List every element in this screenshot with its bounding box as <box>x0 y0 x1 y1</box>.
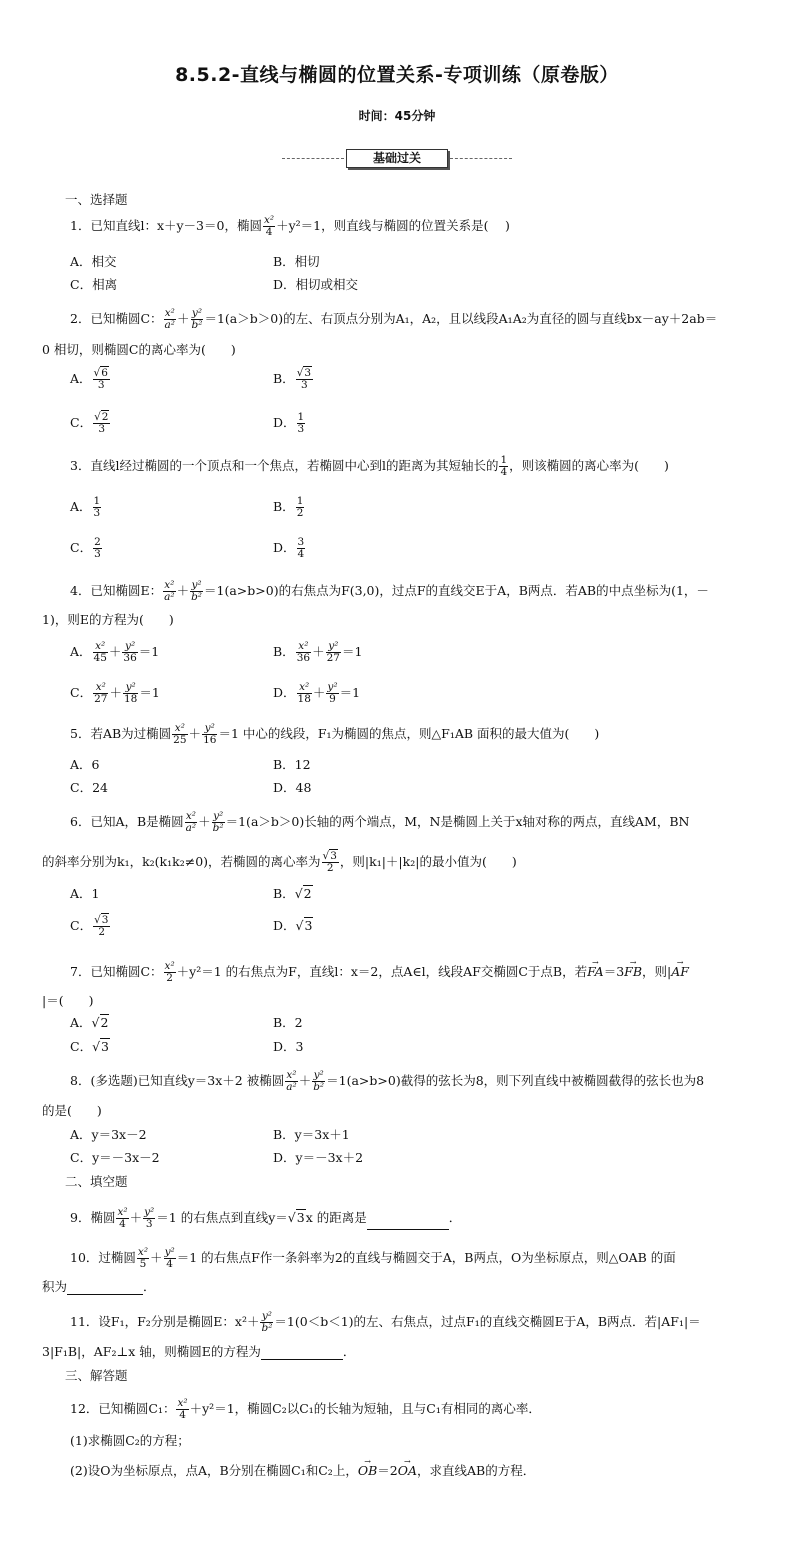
section-heading-choice: 一、选择题 <box>65 192 128 207</box>
q2-fraction-y: $\frac{\text{y²}}{\text{b²}}$ <box>191 307 203 331</box>
q2-option-d[interactable]: D． $\frac{1}{3}$ <box>273 411 305 435</box>
q5-text-post: ＝1 中心的线段，F₁为椭圆的焦点，则△F₁AB 面积的最大值为( ) <box>218 726 600 741</box>
question-9: 9．椭圆 $\frac{\text{x²}}{4}$ ＋ $\frac{\text{y²}}{3}$ ＝1 的右焦点到直线y＝√3x 的距离是 ． <box>70 1206 462 1230</box>
q9-answer-blank[interactable] <box>367 1217 449 1230</box>
q3-option-c[interactable]: C． $\frac{2}{3}$ <box>70 536 101 560</box>
q6-option-b[interactable]: B．√2 <box>273 886 312 901</box>
q2-option-b[interactable]: B． $\frac{√3}{3}$ <box>273 367 312 391</box>
section-heading-fill: 二、填空题 <box>65 1174 128 1189</box>
q8-option-d[interactable]: D．y＝－3x＋2 <box>273 1150 364 1165</box>
q4-text-post: ＝1(a>b>0)的右焦点为F(3,0)，过点F的直线交E于A，B两点．若AB的中点坐标为(1，－ <box>204 583 709 598</box>
q2-option-c[interactable]: C． $\frac{√2}{3}$ <box>70 411 109 435</box>
q2-text-post: ＝1(a＞b＞0)的左、右顶点分别为A₁，A₂，且以线段A₁A₂为直径的圆与直线bx－ay＋2ab＝ <box>204 311 718 326</box>
q3-option-d[interactable]: D． $\frac{3}{4}$ <box>273 536 305 560</box>
q3-option-a[interactable]: A． $\frac{1}{3}$ <box>70 495 101 519</box>
banner-divider-right <box>450 158 512 159</box>
q12-part-1: (1)求椭圆C₂的方程； <box>70 1433 190 1448</box>
q6-option-c[interactable]: C． $\frac{√3}{2}$ <box>70 914 109 938</box>
q12-part-2: (2)设O为坐标原点，点A，B分别在椭圆C₁和C₂上，→ OB＝2→ OA，求直线AB的方程． <box>70 1463 535 1479</box>
q6-option-d[interactable]: D．√3 <box>273 918 313 933</box>
page-title: 8.5.2-直线与椭圆的位置关系-专项训练（原卷版） <box>175 64 619 86</box>
q3-text-post: ，则该椭圆的离心率为( ) <box>509 458 669 473</box>
q2-text-pre: 2．已知椭圆C： <box>70 311 163 326</box>
q8-option-c[interactable]: C．y＝－3x－2 <box>70 1150 160 1165</box>
question-5: 5．若AB为过椭圆 $\frac{\text{x²}}{25}$ ＋ $\frac{\text{y²}}{16}$ ＝1 中心的线段，F₁为椭圆的焦点，则△F₁AB 面积的最大值为( ) <box>70 722 600 746</box>
question-10: 10．过椭圆 $\frac{\text{x²}}{5}$ ＋ $\frac{\text{y²}}{4}$ ＝1 的右焦点F作一条斜率为2的直线与椭圆交于A，B两点，O为坐标原点，则△OAB 的面 <box>70 1246 676 1270</box>
q11-answer-blank[interactable] <box>261 1347 343 1360</box>
q3-text-pre: 3．直线l经过椭圆的一个顶点和一个焦点，若椭圆中心到l的距离为其短轴长的 <box>70 458 499 473</box>
q5-option-c[interactable]: C．24 <box>70 780 108 795</box>
q1-option-d[interactable]: D．相切或相交 <box>273 277 359 292</box>
q1-option-a[interactable]: A．相交 <box>70 254 117 269</box>
question-11: 11．设F₁，F₂分别是椭圆E：x²＋ $\frac{\text{y²}}{\text{b²}}$ ＝1(0＜b＜1)的左、右焦点，过点F₁的直线交椭圆E于A，B两点．若|AF₁|＝ <box>70 1310 701 1334</box>
q8-option-b[interactable]: B．y＝3x＋1 <box>273 1127 350 1142</box>
q1-option-c[interactable]: C．相离 <box>70 277 118 292</box>
q10-line-2: 积为 ． <box>42 1279 156 1294</box>
q8-option-a[interactable]: A．y＝3x－2 <box>70 1127 147 1142</box>
q4-line-2: 1)，则E的方程为( ) <box>42 612 174 627</box>
q3-option-b[interactable]: B． $\frac{1}{2}$ <box>273 495 304 519</box>
q6-text-post: ＝1(a＞b＞0)长轴的两个端点，M，N是椭圆上关于x轴对称的两点，直线AM，BN <box>225 814 690 829</box>
q2-fraction-x: $\frac{\text{x²}}{\text{a²}}$ <box>164 307 176 331</box>
q1-text-post: ＋y²＝1，则直线与椭圆的位置关系是( ) <box>276 218 510 233</box>
q2-line-2: 0 相切，则椭圆C的离心率为( ) <box>42 342 236 357</box>
q6-text-pre: 6．已知A，B是椭圆 <box>70 814 184 829</box>
q7-option-d[interactable]: D．3 <box>273 1039 304 1054</box>
q4-text-pre: 4．已知椭圆E： <box>70 583 163 598</box>
question-6: 6．已知A，B是椭圆 $\frac{\text{x²}}{\text{a²}}$ ＋ $\frac{\text{y²}}{\text{b²}}$ ＝1(a＞b＞0)长轴的两个端点，M，N是椭圆上关于x轴对称的两点，直线AM，BN <box>70 810 690 834</box>
q3-fraction: $\frac{1}{4}$ <box>500 454 508 478</box>
q5-option-d[interactable]: D．48 <box>273 780 312 795</box>
q5-text-pre: 5．若AB为过椭圆 <box>70 726 172 741</box>
q1-option-b[interactable]: B．相切 <box>273 254 320 269</box>
q4-option-d[interactable]: D． $\frac{\text{x²}}{18}$ ＋ $\frac{\text{y²}}{9}$ ＝1 <box>273 681 361 705</box>
question-4: 4．已知椭圆E： $\frac{\text{x²}}{\text{a²}}$ ＋ $\frac{\text{y²}}{\text{b²}}$ ＝1(a>b>0)的右焦点为F(3,0)，过点F的直线交E于A，B两点．若AB的中点坐标为(1，－ <box>70 579 709 603</box>
question-12: 12．已知椭圆C₁： $\frac{\text{x²}}{4}$ ＋y²＝1，椭圆C₂以C₁的长轴为短轴，且与C₁有相同的离心率． <box>70 1397 541 1421</box>
q11-line-2: 3|F₁B|，AF₂⊥x 轴，则椭圆E的方程为 ． <box>42 1344 356 1359</box>
time-limit: 时间：45分钟 <box>358 109 436 123</box>
q5-option-b[interactable]: B．12 <box>273 757 311 772</box>
q1-fraction: $\frac{\text{x²}}{4}$ <box>263 214 275 238</box>
q8-line-2: 的是( ) <box>42 1103 102 1118</box>
q4-option-b[interactable]: B． $\frac{\text{x²}}{36}$ ＋ $\frac{\text{y²}}{27}$ ＝1 <box>273 640 363 664</box>
question-3 <box>70 455 669 478</box>
question-7: 7．已知椭圆C： $\frac{\text{x²}}{2}$ ＋y²＝1 的右焦点为F，直线l：x＝2，点A∈l，线段AF交椭圆C于点B，若→ FA＝3→ FB，则|→ AF <box>70 961 689 984</box>
q4-option-a[interactable]: A． $\frac{\text{x²}}{45}$ ＋ $\frac{\text{y²}}{36}$ ＝1 <box>70 640 160 664</box>
question-1 <box>70 215 510 238</box>
banner-label: 基础过关 <box>346 149 448 168</box>
q6-line-2: 的斜率分别为k₁，k₂(k₁k₂≠0)，若椭圆的离心率为 $\frac{√3}{2}$ ，则|k₁|＋|k₂|的最小值为( ) <box>42 850 517 874</box>
q2-option-a[interactable]: A． $\frac{√6}{3}$ <box>70 367 108 391</box>
q5-option-a[interactable]: A．6 <box>70 757 100 772</box>
q7-option-a[interactable]: A．√2 <box>70 1015 109 1030</box>
section-banner <box>282 149 512 167</box>
question-8: 8．(多选题)已知直线y＝3x＋2 被椭圆 $\frac{\text{x²}}{\text{a²}}$ ＋ $\frac{\text{y²}}{\text{b²}}$ ＝1(a>b>0)截得的弦长为8，则下列直线中被椭圆截得的弦长也为8 <box>70 1069 705 1093</box>
banner-divider-left <box>282 158 344 159</box>
q10-answer-blank[interactable] <box>67 1282 143 1295</box>
section-heading-answer: 三、解答题 <box>65 1368 128 1383</box>
q1-text-pre: 1．已知直线l：x＋y－3＝0，椭圆 <box>70 218 262 233</box>
q7-option-c[interactable]: C．√3 <box>70 1039 109 1054</box>
question-2: 2．已知椭圆C： $\frac{\text{x²}}{\text{a²}}$ ＋ $\frac{\text{y²}}{\text{b²}}$ ＝1(a＞b＞0)的左、右顶点分别为A₁，A₂，且以线段A₁A₂为直径的圆与直线bx－ay＋2ab＝ <box>70 307 718 331</box>
q7-line-2: |＝( ) <box>42 993 94 1008</box>
q7-option-b[interactable]: B．2 <box>273 1015 303 1030</box>
q4-option-c[interactable]: C． $\frac{\text{x²}}{27}$ ＋ $\frac{\text{y²}}{18}$ ＝1 <box>70 681 160 705</box>
q6-option-a[interactable]: A．1 <box>70 886 100 901</box>
